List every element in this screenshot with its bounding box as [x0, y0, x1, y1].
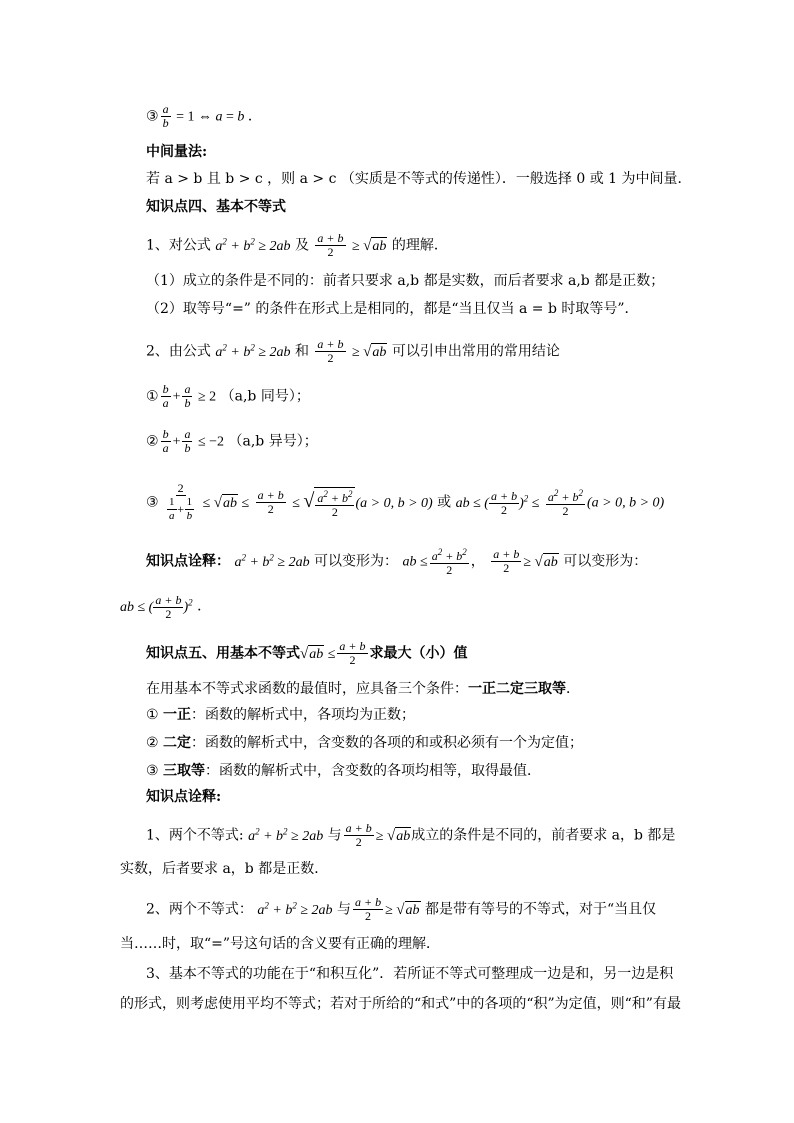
result-1: ① $\frac{b}{a}$ + $\frac{a}{b}$ ≥ 2 （a,b 同号）； [146, 382, 310, 410]
note-1: 1、两个不等式: $a^2 + b^2 \ge 2ab$ 与 $\frac{a + b}{2}$ ≥ √ab成立的条件是不同的，前者要求 a，b 都是 [146, 821, 676, 850]
note-transform: 知识点诠释： $a^2 + b^2 \ge 2ab$ 可以变形为： ab ≤ $\frac{a^2 + b^2}{2}$ ， $\frac{a + b}{2}$ ≥ √ab 可以变形为： [146, 547, 648, 577]
middle-value-text: 若 a > b 且 b > c ，则 a > c （实质是不等式的传递性）．一般选择 0 或 1 为中间量． [146, 171, 692, 187]
heading-note-2: 知识点诠释: [146, 789, 222, 805]
formula-equiv: = 1 ⇔ a = b [172, 109, 245, 125]
formula-sqrt-ab: ≥ √ab [351, 237, 387, 254]
formula-a2b2: $a^2 + b^2 \ge 2ab$ [215, 342, 291, 360]
paragraph-1-formula: 1、对公式 $a^2 + b^2 \ge 2ab$ 及 $\frac{a + b}{2}$ ≥ √ab 的理解． [146, 231, 448, 260]
paragraph-1-1: （1）成立的条件是不同的：前者只要求 a,b 都是实数，而后者要求 a,b 都是正数； [146, 273, 665, 289]
fraction-a-over-b: $\frac{a}{b}$ [162, 102, 169, 130]
paragraph-2-formula: 2、由公式 $a^2 + b^2 \ge 2ab$ 和 $\frac{a + b}{2}$ ≥ √ab 可以引申出常用的常用结论 [146, 337, 560, 366]
note-transform-result: ab ≤ ( $\frac{a + b}{2}$ )$^2$ ． [120, 592, 212, 621]
fraction-mean: $\frac{a + b}{2}$ [317, 337, 344, 366]
circled-3: ③ [146, 108, 159, 125]
note-1-cont: 实数，后者要求 a，b 都是正数． [120, 861, 329, 877]
note-2: 2、两个不等式： $a^2 + b^2 \ge 2ab$ 与 $\frac{a + b}{2}$ ≥ √ab 都是带有等号的不等式，对于“当且仅 [146, 895, 657, 924]
result-2: ② $\frac{b}{a}$ + $\frac{a}{b}$ ≤ −2 （a,b 异号）； [146, 427, 318, 455]
three-conditions: 在用基本不等式求函数的最值时，应具备三个条件：一正二定三取等． [146, 681, 580, 697]
note-2-cont: 当……时，取“=”号这句话的含义要有正确的理解． [120, 936, 441, 952]
condition-2: ② 二定：函数的解析式中，含变数的各项的和或积必须有一个为定值； [146, 735, 584, 751]
formula-sqrt-ab: ≥ √ab [351, 343, 387, 360]
heading-middle-value: 中间量法: [146, 144, 208, 160]
note-3: 3、基本不等式的功能在于“和积互化”．若所证不等式可整理成一边是和，另一边是积 [146, 966, 674, 982]
note-3-cont: 的形式，则考虑使用平均不等式；若对于所给的“和式”中的各项的“积”为定值，则“和”有最 [120, 996, 681, 1012]
paragraph-1-2: （2）取等号“=” 的条件在形式上是相同的，都是“当且仅当 a = b 时取等号”． [146, 301, 639, 317]
fraction-mean: $\frac{a + b}{2}$ [317, 231, 344, 260]
harmonic-mean: 2 $\frac{1}{a}$ + $\frac{1}{b}$ [169, 481, 193, 522]
result-3-chain: ③ 2 $\frac{1}{a}$ + $\frac{1}{b}$ ≤ √ab ≤ $\frac{a + b}{2}$ ≤ √ $\frac{a^2 + b^2}{2}$ (a > 0, b > 0) 或 ab ≤ ( $\frac{a + b}{2}$ )$^2$ ≤ $\frac{a^2 + b^2}{2}$ (a > 0, b > 0) [146, 481, 665, 522]
heading-knowledge-5: 知识点五、用基本不等式√ab ≤ $\frac{a + b}{2}$ 求最大（小）值 [146, 639, 468, 667]
line-item-3: ③ $\frac{a}{b}$ = 1 ⇔ a = b ． [146, 102, 262, 130]
condition-3: ③ 三取等：函数的解析式中，含变数的各项均相等，取得最值． [146, 763, 542, 779]
condition-1: ① 一正：函数的解析式中，各项均为正数； [146, 707, 416, 723]
heading-knowledge-4: 知识点四、基本不等式 [146, 199, 286, 215]
formula-a2b2: $a^2 + b^2 \ge 2ab$ [215, 236, 291, 254]
